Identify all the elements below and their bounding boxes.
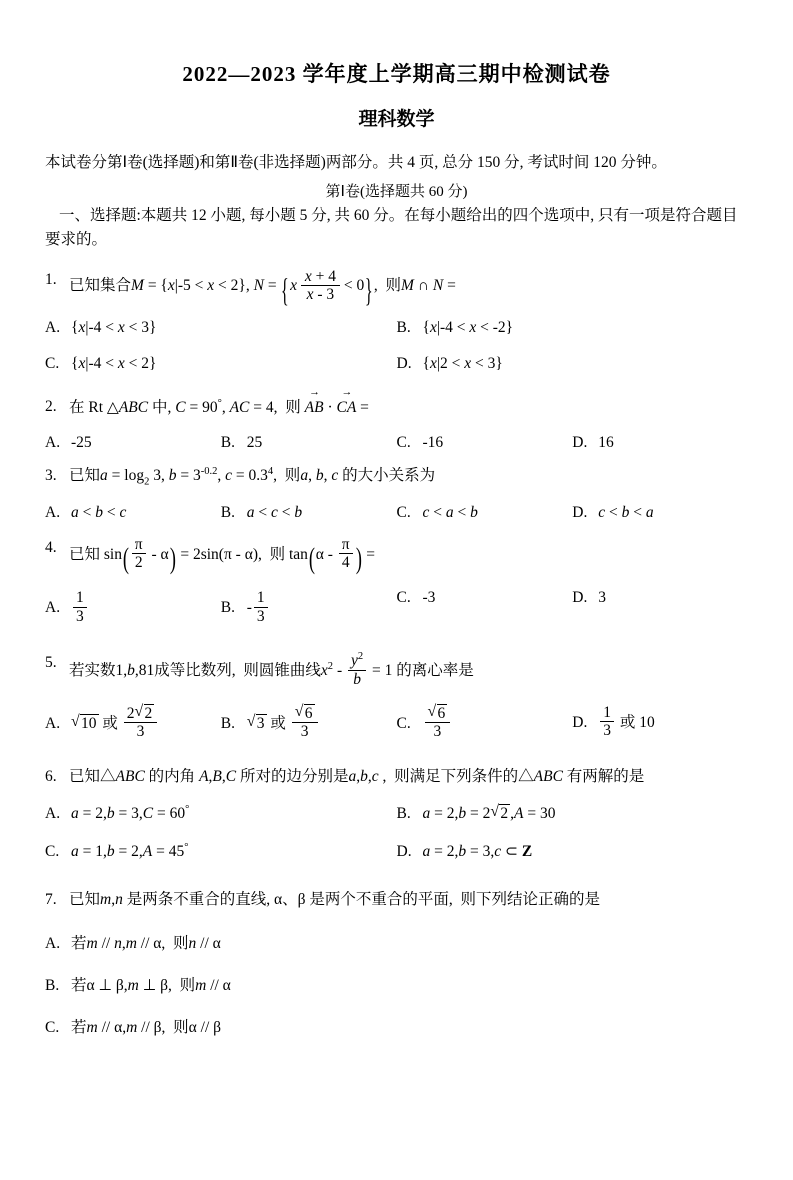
- option-label: D.: [396, 355, 412, 373]
- option-text: -3: [422, 589, 436, 607]
- exam-intro: 本试卷分第Ⅰ卷(选择题)和第Ⅱ卷(非选择题)两部分。共 4 页, 总分 150 分, 考试时间 120 分钟。: [45, 154, 667, 171]
- option-c[interactable]: [45, 1015, 748, 1037]
- option-b[interactable]: [397, 319, 749, 341]
- option-text: a = 1,b = 2,A = 45°: [71, 841, 189, 861]
- option-text: 若α ⊥ β,m ⊥ β, 则m // α: [71, 977, 231, 995]
- option-text: 3: [598, 589, 606, 607]
- option-label: C.: [45, 843, 60, 861]
- option-label: D.: [572, 589, 588, 607]
- question-text: 已知△ABC 的内角 A,B,C 所对的边分别是a,b,c , 则满足下列条件的△ABC 有两解的是: [69, 767, 645, 785]
- option-c[interactable]: [45, 355, 397, 377]
- option-text: a < c < b: [246, 503, 303, 521]
- question-number: 5.: [45, 654, 57, 672]
- option-text: 若m // n,m // α, 则n // α: [71, 935, 221, 953]
- question-7: [45, 888, 748, 911]
- option-a[interactable]: [45, 504, 221, 526]
- option-text: √ 3 或 √ $\frac{6}{3}$: [247, 704, 391, 741]
- page-title: 2022—2023 学年度上学期高三期中检测试卷: [182, 62, 611, 86]
- question-text: 已知 sin( $\frac{\pi}{2}$ - α) = 2sin(π - α), 则 tan(α - $\frac{\pi}{4}$ ) =: [69, 535, 376, 576]
- option-d[interactable]: [572, 434, 748, 456]
- option-label: D.: [396, 842, 412, 860]
- option-c[interactable]: [397, 589, 573, 625]
- option-d[interactable]: [397, 355, 749, 377]
- question-2: [45, 395, 748, 419]
- option-text: 16: [598, 433, 614, 451]
- option-d[interactable]: [397, 842, 749, 864]
- option-label: A.: [45, 319, 61, 337]
- option-label: C.: [396, 433, 411, 451]
- option-label: D.: [572, 713, 588, 731]
- option-c[interactable]: [45, 842, 397, 864]
- option-label: A.: [45, 503, 61, 521]
- option-a[interactable]: [45, 704, 221, 741]
- section-heading: 第Ⅰ卷(选择题共 60 分): [325, 184, 468, 201]
- question-7-options: [45, 931, 748, 1037]
- option-label: C.: [396, 503, 411, 521]
- question-4-options: [45, 589, 748, 625]
- option-d[interactable]: [572, 504, 748, 526]
- page-subtitle: 理科数学: [358, 109, 435, 130]
- question-1-options: [45, 319, 748, 377]
- option-label: D.: [572, 503, 588, 521]
- option-c[interactable]: [397, 704, 573, 741]
- option-text: {x|-4 < x < 3}: [71, 319, 157, 337]
- option-d[interactable]: [572, 589, 748, 625]
- option-c[interactable]: [397, 504, 573, 526]
- question-number: 2.: [45, 398, 57, 416]
- option-label: C.: [396, 589, 411, 607]
- question-5: [45, 651, 748, 688]
- question-3: [45, 464, 748, 490]
- option-label: A.: [45, 935, 61, 953]
- option-label: B.: [220, 503, 235, 521]
- option-label: C.: [396, 714, 411, 732]
- question-text: 若实数1,b,81成等比数列, 则圆锥曲线$x^2$ - $\frac{y^2}{b}$ = 1 的离心率是: [69, 651, 474, 688]
- question-text: 已知m,n 是两条不重合的直线, α、β 是两个不重合的平面, 则下列结论正确的是: [69, 890, 600, 908]
- question-number: 4.: [45, 538, 57, 556]
- option-text: $\frac{1}{3}$: [71, 589, 215, 625]
- option-label: C.: [45, 355, 60, 373]
- option-b[interactable]: [397, 804, 749, 826]
- option-text: √ 10 或 $\frac{2 √ 2}{3}$: [71, 704, 215, 741]
- question-text: 已知$a = \log_2 3$, $b = 3^{-0.2}$, $c = 0.3^4$, 则a, b, c 的大小关系为: [69, 465, 436, 487]
- option-label: D.: [572, 433, 588, 451]
- question-number: 6.: [45, 767, 57, 785]
- question-number: 3.: [45, 466, 57, 484]
- option-text: c < a < b: [422, 503, 478, 521]
- option-label: B.: [220, 433, 235, 451]
- option-a[interactable]: [45, 931, 748, 953]
- option-text: a = 2,b = 3,c ⊂ Z: [422, 842, 533, 860]
- question-2-options: [45, 434, 748, 456]
- option-a[interactable]: [45, 319, 397, 341]
- question-6-options: [45, 804, 748, 864]
- option-label: B.: [220, 599, 235, 617]
- section-instruction: 一、选择题:本题共 12 小题, 每小题 5 分, 共 60 分。在每小题给出的四个选项中, 只有一项是符合题目要求的。: [45, 207, 738, 249]
- option-label: A.: [45, 714, 61, 732]
- option-label: A.: [45, 805, 61, 823]
- option-text: 若m // α,m // β, 则α // β: [71, 1019, 222, 1037]
- option-text: -25: [71, 433, 92, 451]
- option-b[interactable]: [221, 434, 397, 456]
- option-text: a = 2,b = 2 √ 2 ,A = 30: [423, 804, 743, 823]
- option-label: A.: [45, 599, 61, 617]
- option-text: a < b < c: [71, 503, 127, 521]
- option-label: B.: [220, 714, 235, 732]
- question-number: 7.: [45, 890, 57, 908]
- question-3-options: [45, 504, 748, 526]
- question-number: 1.: [45, 271, 57, 289]
- question-4: [45, 535, 748, 576]
- option-text: {x|-4 < x < 2}: [71, 355, 157, 373]
- option-a[interactable]: [45, 804, 397, 826]
- option-label: B.: [45, 977, 60, 995]
- option-b[interactable]: [221, 504, 397, 526]
- exam-page: [0, 58, 793, 1180]
- option-label: B.: [396, 804, 411, 822]
- question-text: 在 Rt △ABC 中, C = 90°, AC = 4, 则 → AB · → CA =: [69, 395, 748, 419]
- option-text: √ $\frac{6}{3}$: [423, 704, 567, 741]
- option-b[interactable]: [221, 589, 397, 625]
- question-1: [45, 268, 748, 310]
- question-5-options: [45, 704, 748, 741]
- option-text: c < b < a: [598, 503, 654, 521]
- option-b[interactable]: [45, 973, 748, 995]
- question-6: [45, 765, 748, 788]
- option-text: {x|2 < x < 3}: [422, 355, 503, 373]
- option-text: - $\frac{1}{3}$: [247, 589, 391, 625]
- option-b[interactable]: [221, 704, 397, 741]
- option-c[interactable]: [397, 434, 573, 456]
- option-a[interactable]: [45, 589, 221, 625]
- option-d[interactable]: [572, 704, 748, 741]
- option-text: 25: [246, 433, 263, 451]
- option-a[interactable]: [45, 434, 221, 456]
- option-text: {x|-4 < x < -2}: [422, 319, 514, 337]
- option-label: C.: [45, 1019, 60, 1037]
- question-text: 已知集合M = {x|-5 < x < 2}, N = {x $\frac{x + 4}{x - 3}$ < 0}, 则M ∩ N =: [69, 268, 456, 310]
- option-label: B.: [396, 319, 411, 337]
- option-text: -16: [422, 433, 444, 451]
- option-text: $\frac{1}{3}$ 或 10: [598, 704, 742, 740]
- option-label: A.: [45, 433, 61, 451]
- option-text: a = 2,b = 3,C = 60°: [71, 803, 190, 823]
